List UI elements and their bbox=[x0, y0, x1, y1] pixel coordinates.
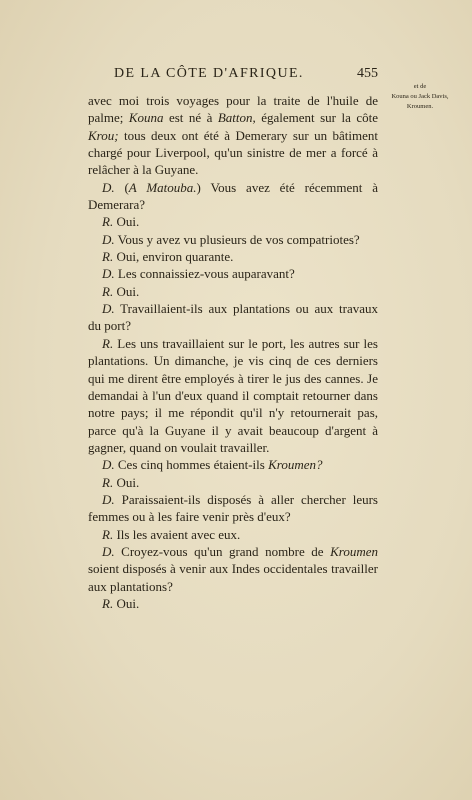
text-run: Oui, environ quarante. bbox=[113, 249, 234, 265]
paragraph bbox=[88, 213, 378, 230]
italic-text: A Matouba. bbox=[128, 179, 197, 195]
italic-text: Batton, bbox=[217, 110, 256, 126]
text-run: Ils les avaient avec eux. bbox=[113, 526, 241, 542]
page-header bbox=[88, 66, 378, 86]
italic-text: D. bbox=[102, 231, 115, 247]
text-run: tous deux ont été à Demerary sur un bâtiment chargé pour Liverpool, qu'un sinistre de mer a forcé à relâcher à la Guyane. bbox=[88, 127, 378, 178]
text-run: Oui. bbox=[113, 474, 140, 490]
paragraph bbox=[88, 300, 378, 335]
paragraph bbox=[88, 474, 378, 491]
paragraph bbox=[88, 179, 378, 214]
text-run: avec moi trois voyages pour la traite de l'huile de palme; bbox=[88, 93, 378, 126]
margin-note-line: et de bbox=[413, 83, 427, 90]
italic-text: Krou; bbox=[88, 127, 119, 143]
margin-note-line: Kroumen. bbox=[406, 103, 434, 110]
text-run: ( bbox=[114, 179, 129, 195]
italic-text: D. bbox=[102, 457, 115, 473]
italic-text: Kroumen bbox=[330, 543, 378, 559]
paragraph bbox=[88, 526, 378, 543]
text-run: Oui. bbox=[113, 214, 140, 230]
italic-text: R. bbox=[102, 283, 114, 299]
text-run: est né à bbox=[163, 110, 218, 126]
text-run: Les connaissiez-vous auparavant? bbox=[114, 266, 295, 282]
paragraph bbox=[88, 231, 378, 248]
text-run: Ces cinq hommes étaient-ils bbox=[114, 457, 269, 473]
margin-note-line: Kouna ou Jack Davis, bbox=[391, 93, 449, 100]
text-run: Les uns travaillaient sur le port, les autres sur les plantations. Un dimanche, je vis cinq de ces derniers qui me dirent être employés à tirer le jus des cannes. Je demandai à l'un d'eux quand il comptait retourner dans notre pays; il me répondit qu'il n'y retournerait pas, parce qu'à la Guyane il y avait beaucoup d'argent à gagner, quand on voulait travailler. bbox=[88, 335, 378, 455]
text-run: Travaillaient-ils aux plantations ou aux travaux du port? bbox=[88, 301, 378, 334]
text-run: Paraissaient-ils disposés à aller chercher leurs femmes ou à les faire venir près d'eux? bbox=[88, 491, 378, 525]
italic-text: D. bbox=[102, 179, 115, 195]
paragraph bbox=[88, 491, 378, 526]
text-run: ) Vous avez été récemment à Demerara? bbox=[88, 179, 378, 213]
paragraph bbox=[88, 248, 378, 265]
text-run: Oui. bbox=[113, 595, 140, 611]
italic-text: D. bbox=[102, 301, 115, 317]
italic-text: R. bbox=[102, 249, 114, 265]
italic-text: R. bbox=[102, 526, 114, 542]
text-run: soient disposés à venir aux Indes occidentales travailler aux plantations? bbox=[88, 561, 378, 594]
italic-text: Kouna bbox=[128, 110, 164, 126]
paragraph bbox=[88, 456, 378, 473]
italic-text: R. bbox=[102, 214, 114, 230]
italic-text: R. bbox=[102, 595, 114, 611]
running-title: DE LA CÔTE D'AFRIQUE. bbox=[114, 66, 304, 81]
italic-text: Kroumen? bbox=[268, 457, 323, 473]
italic-text: D. bbox=[102, 266, 115, 282]
text-run: Vous y avez vu plusieurs de vos compatriotes? bbox=[114, 231, 360, 247]
italic-text: R. bbox=[102, 335, 114, 351]
paragraph bbox=[88, 283, 378, 300]
paragraph bbox=[88, 92, 378, 179]
body-text bbox=[88, 92, 378, 612]
paragraph bbox=[88, 543, 378, 595]
paragraph bbox=[88, 265, 378, 282]
italic-text: D. bbox=[102, 543, 115, 559]
text-run: Oui. bbox=[113, 283, 140, 299]
italic-text: R. bbox=[102, 474, 114, 490]
page-number: 455 bbox=[357, 66, 378, 81]
paragraph bbox=[88, 335, 378, 456]
text-run: également sur la côte bbox=[255, 110, 378, 126]
text-run: Croyez-vous qu'un grand nombre de bbox=[114, 543, 331, 559]
italic-text: D. bbox=[102, 491, 115, 507]
paragraph bbox=[88, 595, 378, 612]
margin-note bbox=[385, 82, 455, 112]
